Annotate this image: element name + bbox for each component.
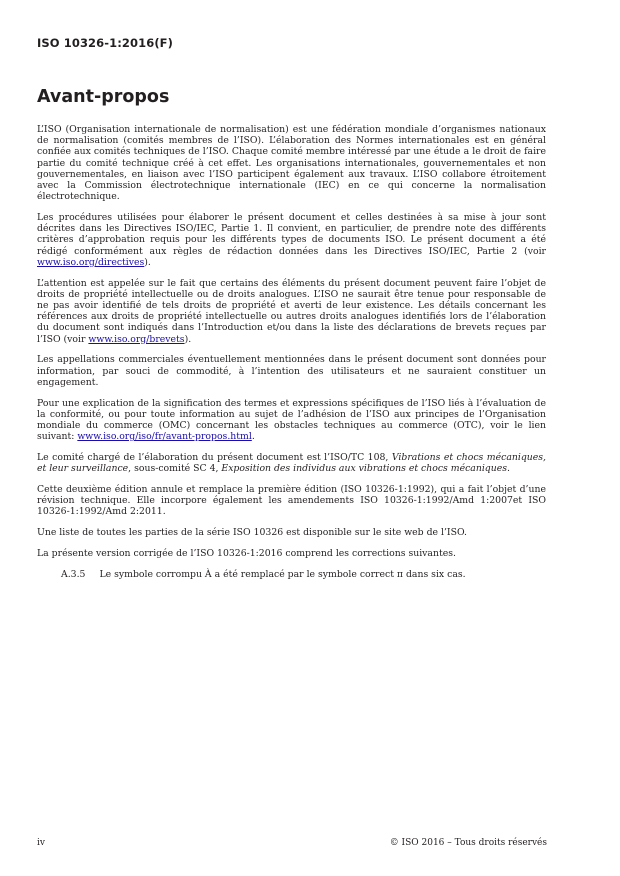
paragraph-text: L’attention est appelée sur le fait que certains des éléments du présent document peuvent faire l’objet de droits de propriété intellectuelle ou de droits analogues. L’ISO ne saurait être tenue pour responsable de ne pas avoir identifié de tels droits de propriété et averti de leur existence. Les détails concernant les références aux droits de propriété intellectuelle ou autres droits analogues identifiés lors de l’élaboration du document sont indiqués dans l’Introduction et/ou dans la liste des déclarations de brevets reçues par l’ISO (voir (37, 277, 546, 345)
paragraph-text-end: . (507, 463, 510, 475)
document-id-header: ISO 10326-1:2016(F) (37, 36, 173, 50)
paragraph-conformity (37, 398, 546, 443)
paragraph-text: Les procédures utilisées pour élaborer le présent document et celles destinées à sa mise à jour sont décrites dans les Directives ISO/IEC, Partie 1. Il convient, en particulier, de prendre note des différents critères d’approbation requis pour les différents types de documents ISO. Le présent document a été rédigé conformément aux règles de rédaction données dans les Directives ISO/IEC, Partie 2 (voir (37, 212, 546, 257)
correction-clause: A.3.5 (61, 568, 86, 580)
paragraph-procedures (37, 212, 546, 268)
foreword-link[interactable]: www.iso.org/iso/fr/avant-propos.html (77, 431, 252, 443)
correction-item (61, 569, 546, 580)
page-title: Avant-propos (37, 87, 170, 107)
correction-text: Le symbole corrompu À a été remplacé par le symbole correct π dans six cas. (99, 568, 466, 580)
committee-title: Vibrations et chocs mécaniques, et leur surveillance (37, 452, 546, 475)
paragraph-corrected-version: La présente version corrigée de l’ISO 10326-1:2016 comprend les corrections suivantes. (37, 548, 456, 560)
paragraph-text-end: ). (144, 256, 151, 268)
paragraph-committee (37, 452, 546, 474)
patents-link[interactable]: www.iso.org/brevets (88, 333, 185, 345)
subcommittee-title: Exposition des individus aux vibrations et chocs mécaniques (221, 463, 508, 475)
page-number: iv (37, 838, 45, 848)
paragraph-text-end: . (251, 431, 255, 443)
paragraph-text-end: ). (184, 333, 192, 345)
paragraph-parts-list: Une liste de toutes les parties de la série ISO 10326 est disponible sur le site web de l’ISO. (37, 527, 467, 539)
directives-link[interactable]: www.iso.org/directives (37, 256, 145, 268)
paragraph-text: , sous-comité SC 4, (128, 463, 222, 475)
paragraph-iso-definition: L’ISO (Organisation internationale de normalisation) est une fédération mondiale d’organismes nationaux de normalisation (comités membres de l’ISO). L’élaboration des Normes internationales est en général confiée aux comités techniques de l’ISO. Chaque comité membre intéressé par une étude a le droit de faire partie du comité technique créé à cet effet. Les organisations internationales, gouvernementales et non gouvernementales, en liaison avec l’ISO participent également aux travaux. L’ISO collabore étroitement avec la Commission électrotechnique internationale (IEC) en ce qui concerne la normalisation électrotechnique. (37, 124, 546, 203)
paragraph-patent-rights (37, 278, 546, 345)
paragraph-text: Le comité chargé de l’élaboration du présent document est l’ISO/TC 108, (37, 452, 392, 464)
paragraph-text: Pour une explication de la signification des termes et expressions spécifiques de l’ISO liés à l’évaluation de la conformité, ou pour toute information au sujet de l’adhésion de l’ISO aux principes de l’Organisation mondiale du commerce (OMC) concernant les obstacles techniques au commerce (OTC), voir le lien suivant: (37, 397, 546, 443)
paragraph-edition: Cette deuxième édition annule et remplace la première édition (ISO 10326-1:1992), qui a fait l’objet d’une révision technique. Elle incorpore également les amendements ISO 10326-1:1992/Amd 1:2007et ISO 10326-1:1992/Amd 2:2011. (37, 484, 546, 518)
copyright-notice: © ISO 2016 – Tous droits réservés (389, 838, 547, 848)
paragraph-trade-names: Les appellations commerciales éventuellement mentionnées dans le présent document sont données pour information, par souci de commodité, à l’intention des utilisateurs et ne sauraient constituer un engagement. (37, 354, 546, 388)
document-body (37, 124, 546, 580)
